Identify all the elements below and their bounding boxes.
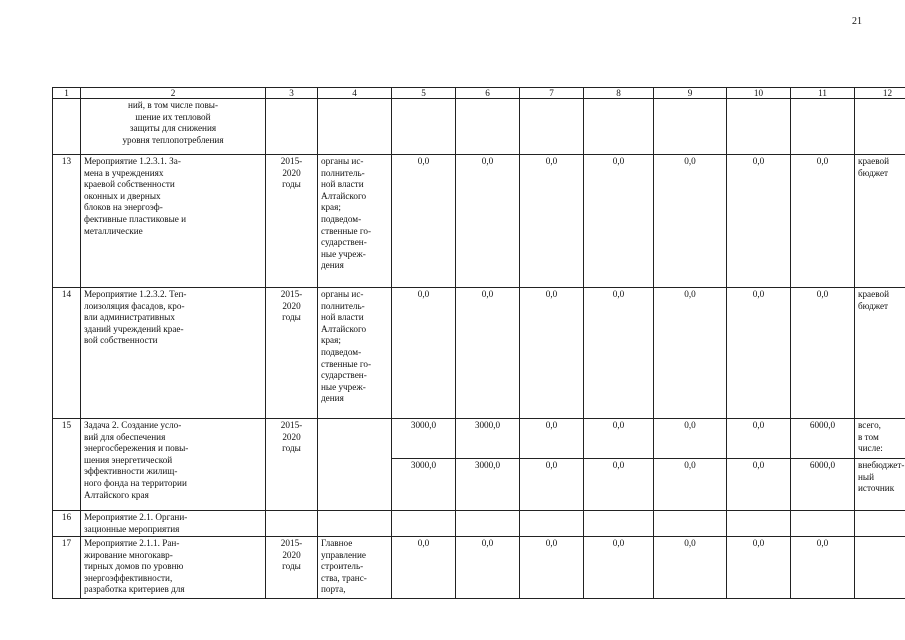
col-header: 9 <box>654 88 727 99</box>
value-cell: 0,0 <box>392 155 456 288</box>
funding-source: краевой бюджет <box>855 155 905 288</box>
value-cell: 0,0 <box>456 155 520 288</box>
col-header: 10 <box>727 88 791 99</box>
value-cell: 0,0 <box>727 537 791 599</box>
table-row <box>53 511 905 537</box>
table-row <box>53 99 905 155</box>
period-cell: 2015- 2020 годы <box>266 155 318 288</box>
row-number: 15 <box>53 419 81 511</box>
col-header: 12 <box>855 88 905 99</box>
col-header: 3 <box>266 88 318 99</box>
value-cell: 0,0 <box>584 288 654 419</box>
period-cell: 2015- 2020 годы <box>266 419 318 511</box>
col-header: 2 <box>81 88 266 99</box>
value-cell: 0,0 <box>520 419 584 459</box>
executor-cell <box>318 419 392 511</box>
table-row <box>53 155 905 288</box>
value-cell: 0,0 <box>727 459 791 511</box>
value-cell: 0,0 <box>584 419 654 459</box>
value-cell: 0,0 <box>520 459 584 511</box>
value-cell: 0,0 <box>520 288 584 419</box>
funding-source: всего, в том числе: <box>855 419 905 459</box>
executor-cell: Главное управление строитель- ства, транс- порта, <box>318 537 392 599</box>
value-cell: 6000,0 <box>791 459 855 511</box>
row-number: 14 <box>53 288 81 419</box>
activity-description: Мероприятие 1.2.3.2. Теп- лоизоляция фасадов, кро- вли административных зданий учреждений крае- вой собственности <box>81 288 266 419</box>
value-cell: 0,0 <box>456 288 520 419</box>
activity-description: Мероприятие 2.1.1. Ран- жирование многокавр- тирных домов по уровню энергоэффективности, разработка критериев для <box>81 537 266 599</box>
value-cell: 0,0 <box>654 537 727 599</box>
page-number: 21 <box>852 16 862 27</box>
value-cell: 0,0 <box>654 459 727 511</box>
value-cell: 3000,0 <box>392 459 456 511</box>
value-cell: 6000,0 <box>791 419 855 459</box>
value-cell: 0,0 <box>791 288 855 419</box>
activity-description: Мероприятие 1.2.3.1. За- мена в учреждениях краевой собственности оконных и дверных блоков на энергоэф- фективные пластиковые и металлические <box>81 155 266 288</box>
table-row <box>53 419 905 459</box>
value-cell: 3000,0 <box>456 459 520 511</box>
value-cell: 0,0 <box>654 155 727 288</box>
value-cell: 0,0 <box>584 537 654 599</box>
header-row <box>53 88 905 99</box>
value-cell: 3000,0 <box>392 419 456 459</box>
col-header: 1 <box>53 88 81 99</box>
col-header: 11 <box>791 88 855 99</box>
value-cell: 0,0 <box>520 537 584 599</box>
value-cell: 0,0 <box>584 459 654 511</box>
row-number: 13 <box>53 155 81 288</box>
activity-description: ний, в том числе повы- шение их тепловой защиты для снижения уровня теплопотребления <box>81 99 266 155</box>
value-cell: 3000,0 <box>456 419 520 459</box>
table-row <box>53 537 905 599</box>
col-header: 8 <box>584 88 654 99</box>
executor-cell: органы ис- полнитель- ной власти Алтайского края; подведом- ственные го- сударствен- ные учреж- дения <box>318 155 392 288</box>
funding-source: внебюджет- ный источник <box>855 459 905 511</box>
table-row <box>53 288 905 419</box>
funding-source: краевой бюджет <box>855 288 905 419</box>
executor-cell: органы ис- полнитель- ной власти Алтайского края; подведом- ственные го- сударствен- ные учреж- дения <box>318 288 392 419</box>
col-header: 5 <box>392 88 456 99</box>
value-cell: 0,0 <box>392 537 456 599</box>
value-cell: 0,0 <box>456 537 520 599</box>
value-cell: 0,0 <box>654 419 727 459</box>
value-cell: 0,0 <box>584 155 654 288</box>
period-cell: 2015- 2020 годы <box>266 288 318 419</box>
funding-source <box>855 537 905 599</box>
activity-description: Задача 2. Создание усло- вий для обеспечения энергосбережения и повы- шения энергетической эффективности жилищ- ного фонда на территории Алтайского края <box>81 419 266 511</box>
row-number: 17 <box>53 537 81 599</box>
value-cell: 0,0 <box>520 155 584 288</box>
period-cell: 2015- 2020 годы <box>266 537 318 599</box>
value-cell: 0,0 <box>654 288 727 419</box>
col-header: 4 <box>318 88 392 99</box>
value-cell: 0,0 <box>727 419 791 459</box>
activity-description: Мероприятие 2.1. Органи- зационные мероприятия <box>81 511 266 537</box>
value-cell: 0,0 <box>791 537 855 599</box>
value-cell: 0,0 <box>791 155 855 288</box>
col-header: 7 <box>520 88 584 99</box>
value-cell: 0,0 <box>727 288 791 419</box>
value-cell: 0,0 <box>727 155 791 288</box>
program-table <box>52 87 905 599</box>
value-cell: 0,0 <box>392 288 456 419</box>
row-number: 16 <box>53 511 81 537</box>
col-header: 6 <box>456 88 520 99</box>
